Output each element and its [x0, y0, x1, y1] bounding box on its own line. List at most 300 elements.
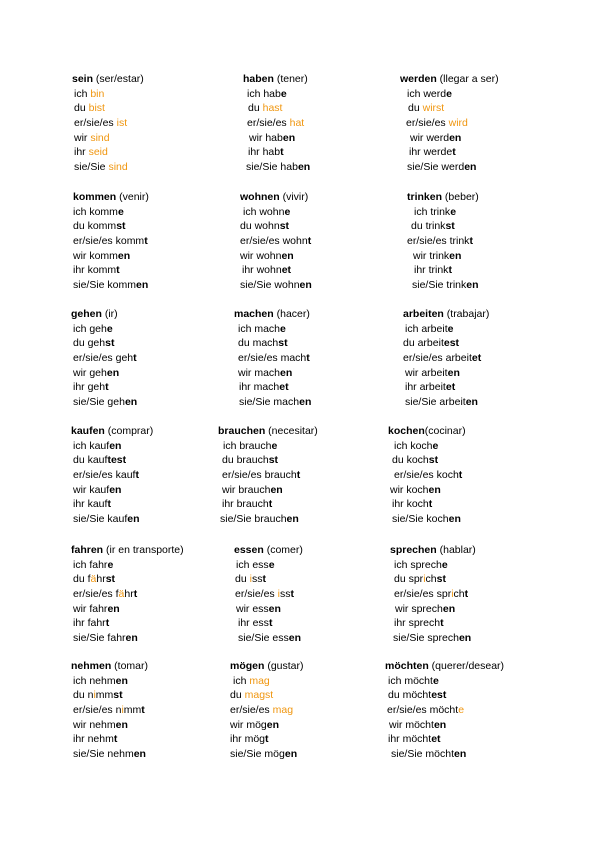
verb-ending: en — [136, 279, 149, 292]
conjugation-text: ich brauch — [223, 439, 272, 452]
conjugation-row — [71, 512, 231, 527]
conjugation-text: wir fahr — [73, 602, 108, 615]
conjugation-text: wir koch — [390, 483, 429, 496]
conjugation-row — [234, 366, 394, 381]
verb-ending: e — [450, 205, 457, 218]
verb-infinitive: nehmen — [71, 660, 112, 672]
conjugation-row — [390, 587, 550, 602]
conjugation-text: ich ess — [236, 558, 269, 571]
conjugation-row — [407, 278, 567, 293]
verb-translation: (tomar) — [111, 660, 149, 672]
conjugation-text: du trink — [411, 220, 446, 233]
verb-translation: (venir) — [116, 191, 149, 203]
conjugation-text: ihr mög — [230, 733, 266, 746]
conjugation-row — [230, 732, 390, 747]
conjugation-row — [218, 512, 378, 527]
conjugation-text: ihr möcht — [388, 733, 432, 746]
conjugation-text: ich — [74, 87, 91, 100]
verb-ending: t — [135, 469, 139, 482]
verb-ending: en — [297, 161, 311, 174]
conjugation-text: sie/Sie geh — [73, 396, 125, 409]
conjugation-row — [71, 453, 231, 468]
irregular-form: bist — [88, 102, 105, 115]
conjugation-row — [390, 558, 550, 573]
verb-ending: en — [286, 513, 299, 526]
verb-title — [71, 543, 231, 558]
verb-title — [385, 659, 545, 674]
conjugation-row — [71, 587, 231, 602]
verb-translation: (beber) — [442, 191, 479, 203]
verb-ending: st — [279, 220, 290, 233]
conjugation-row — [403, 336, 563, 351]
conjugation-row — [234, 336, 394, 351]
conjugation-text: sie/Sie arbeit — [405, 396, 466, 409]
conjugation-row — [234, 602, 394, 617]
conjugation-row — [71, 718, 231, 733]
conjugation-row — [230, 674, 390, 689]
conjugation-text: er/sie/es — [406, 117, 449, 130]
verb-ending: en — [465, 396, 478, 409]
conjugation-row — [400, 131, 560, 146]
conjugation-row — [71, 322, 231, 337]
irregular-form: sind — [90, 131, 110, 144]
conjugation-text: sie/Sie fahr — [73, 632, 126, 645]
conjugation-text: du koch — [392, 454, 429, 467]
verb-title — [230, 659, 390, 674]
verb-translation: (hablar) — [436, 544, 476, 556]
verb-ending: en — [268, 602, 281, 615]
verb-infinitive: trinken — [407, 191, 443, 203]
conjugation-text: ich komm — [73, 205, 118, 218]
verb-ending: t — [113, 733, 118, 746]
conjugation-row — [71, 336, 231, 351]
verb-title — [388, 424, 548, 439]
verb-ending: e — [117, 205, 124, 218]
conjugation-text: sie/Sie komm — [73, 279, 137, 292]
verb-block-kaufen — [71, 424, 231, 527]
conjugation-row — [407, 205, 567, 220]
conjugation-text: sie/Sie — [74, 161, 109, 174]
verb-ending: e — [280, 322, 286, 335]
verb-ending: e — [280, 87, 287, 100]
conjugation-text: ihr — [74, 146, 89, 159]
verb-ending: en — [127, 513, 140, 526]
verb-ending: en — [270, 483, 283, 496]
conjugation-row — [243, 145, 403, 160]
conjugation-text: sie/Sie brauch — [220, 513, 287, 526]
conjugation-row — [73, 263, 233, 278]
conjugation-row — [240, 234, 400, 249]
conjugation-text: mm — [95, 689, 114, 702]
verb-title — [71, 424, 231, 439]
conjugation-row — [234, 322, 394, 337]
conjugation-row — [240, 278, 400, 293]
verb-block-wohnen — [240, 190, 400, 293]
conjugation-text: er/sie/es spr — [394, 588, 452, 601]
conjugation-text: sie/Sie mög — [230, 748, 285, 761]
conjugation-row — [71, 497, 231, 512]
verb-ending: en — [109, 483, 122, 496]
conjugation-row — [234, 558, 394, 573]
conjugation-row — [71, 366, 231, 381]
verb-title — [243, 72, 403, 87]
irregular-form: i — [93, 689, 96, 702]
verb-infinitive: kaufen — [71, 425, 105, 437]
verb-ending: t — [280, 146, 284, 159]
verb-translation: (ser/estar) — [93, 73, 144, 85]
verb-translation: (ir) — [101, 308, 118, 320]
verb-ending: st — [428, 454, 439, 467]
verb-infinitive: sein — [72, 73, 94, 85]
conjugation-text: ihr hab — [248, 146, 281, 159]
verb-ending: st — [116, 220, 126, 233]
conjugation-row — [243, 131, 403, 146]
verb-translation: (gustar) — [264, 660, 304, 672]
conjugation-row — [71, 483, 231, 498]
verb-infinitive: haben — [243, 73, 274, 85]
verb-ending: e — [271, 439, 278, 452]
irregular-form: ä — [118, 588, 125, 601]
verb-ending: st — [436, 573, 446, 586]
verb-ending: e — [441, 558, 448, 571]
verb-ending: et — [471, 352, 482, 365]
conjugation-row — [403, 351, 563, 366]
verb-ending: t — [296, 469, 301, 482]
conjugation-row — [400, 116, 560, 131]
irregular-form: hat — [289, 117, 305, 130]
conjugation-row — [218, 453, 378, 468]
conjugation-text: wir arbeit — [405, 366, 448, 379]
conjugation-text: du — [248, 102, 263, 115]
conjugation-text: ihr werde — [409, 146, 453, 159]
conjugation-row — [218, 468, 378, 483]
verb-ending: en — [448, 513, 461, 526]
verb-ending: e — [432, 439, 439, 452]
conjugation-row — [71, 674, 231, 689]
conjugation-text: wir sprech — [395, 602, 443, 615]
conjugation-row — [388, 453, 548, 468]
conjugation-text: er/sie/es trink — [407, 235, 470, 248]
verb-ending: et — [431, 733, 441, 746]
conjugation-text: ihr komm — [73, 264, 117, 277]
conjugation-text: ich werd — [407, 87, 447, 100]
verb-block-nehmen — [71, 659, 231, 762]
conjugation-row — [407, 249, 567, 264]
conjugation-row — [400, 145, 560, 160]
conjugation-text: du wohn — [240, 220, 280, 233]
verb-ending: t — [268, 498, 273, 511]
verb-ending: t — [144, 235, 148, 248]
irregular-form: ist — [116, 117, 128, 130]
conjugation-row — [72, 87, 232, 102]
verb-infinitive: möchten — [385, 660, 429, 672]
irregular-form: sind — [108, 161, 128, 174]
irregular-form: mag — [272, 704, 294, 717]
verb-block-gehen — [71, 307, 231, 410]
verb-ending: e — [284, 205, 291, 218]
conjugation-text: er/sie/es kauf — [73, 469, 136, 482]
irregular-form: wird — [448, 117, 468, 130]
verb-translation: (vivir) — [279, 191, 309, 203]
conjugation-row — [230, 747, 390, 762]
verb-ending: t — [306, 352, 310, 365]
irregular-form: ä — [90, 573, 97, 586]
verb-infinitive: sprechen — [390, 544, 437, 556]
conjugation-row — [72, 160, 232, 175]
conjugation-text: du brauch — [222, 454, 269, 467]
irregular-form: i — [121, 704, 124, 717]
conjugation-text: ch — [425, 573, 437, 586]
conjugation-row — [73, 249, 233, 264]
verb-block-arbeiten — [403, 307, 563, 410]
verb-ending: t — [469, 235, 473, 248]
irregular-form: seid — [88, 146, 108, 159]
conjugation-text: sie/Sie trink — [412, 279, 467, 292]
conjugation-text: er/sie/es komm — [73, 235, 145, 248]
conjugation-row — [243, 116, 403, 131]
irregular-form: i — [277, 588, 280, 601]
verb-ending: t — [116, 264, 120, 277]
verb-ending: en — [282, 131, 296, 144]
conjugation-text: er/sie/es — [74, 117, 117, 130]
conjugation-text: er/sie/es n — [73, 704, 122, 717]
conjugation-row — [240, 249, 400, 264]
verb-ending: e — [106, 322, 113, 335]
conjugation-row — [71, 616, 231, 631]
conjugation-text: wir mög — [230, 718, 267, 731]
conjugation-row — [73, 205, 233, 220]
conjugation-row — [71, 558, 231, 573]
conjugation-row — [71, 380, 231, 395]
conjugation-row — [71, 747, 231, 762]
conjugation-text: du — [230, 689, 245, 702]
conjugation-text: ich sprech — [394, 558, 442, 571]
conjugation-text: ich mach — [238, 322, 281, 335]
conjugation-row — [234, 572, 394, 587]
conjugation-row — [234, 631, 394, 646]
verb-title — [72, 72, 232, 87]
verb-title — [400, 72, 560, 87]
conjugation-text: ihr koch — [392, 498, 429, 511]
verb-ending: e — [107, 558, 114, 571]
verb-translation: (ir en transporte) — [103, 544, 184, 556]
conjugation-text: er/sie/es möcht — [387, 704, 459, 717]
verb-block-fahren — [71, 543, 231, 646]
verb-infinitive: fahren — [71, 544, 104, 556]
verb-translation: (cocinar) — [424, 425, 466, 437]
conjugation-row — [240, 219, 400, 234]
verb-title — [403, 307, 563, 322]
verb-title — [73, 190, 233, 205]
conjugation-text: wir ess — [236, 602, 269, 615]
conjugation-text: du mach — [238, 337, 279, 350]
verb-translation: (trabajar) — [443, 308, 490, 320]
verb-ending: en — [299, 396, 312, 409]
conjugation-text: wir mach — [238, 366, 281, 379]
verb-infinitive: machen — [234, 308, 274, 320]
conjugation-text: ich arbeit — [405, 322, 448, 335]
conjugation-text: ihr brauch — [222, 498, 269, 511]
conjugation-row — [73, 219, 233, 234]
conjugation-row — [72, 131, 232, 146]
verb-ending: en — [115, 674, 128, 687]
conjugation-text: du arbeit — [403, 337, 444, 350]
conjugation-text: wir möcht — [389, 718, 434, 731]
conjugation-text: du n — [73, 689, 94, 702]
conjugation-text: du f — [73, 573, 91, 586]
verb-ending: e — [447, 322, 454, 335]
conjugation-text: du geh — [73, 337, 106, 350]
conjugation-row — [400, 160, 560, 175]
verb-ending: en — [433, 718, 447, 731]
conjugation-text: ss — [279, 588, 291, 601]
conjugation-text: du kauf — [73, 454, 108, 467]
verb-translation: (tener) — [273, 73, 308, 85]
verb-ending: en — [428, 483, 441, 496]
conjugation-text: ihr wohn — [242, 264, 282, 277]
verb-block-essen — [234, 543, 394, 646]
verb-ending: st — [268, 454, 279, 467]
conjugation-row — [73, 234, 233, 249]
verb-ending: t — [290, 588, 294, 601]
verb-title — [234, 543, 394, 558]
conjugation-row — [243, 160, 403, 175]
conjugation-text: er/sie/es mach — [238, 352, 307, 365]
conjugation-text: ihr geh — [73, 381, 106, 394]
verb-ending: en — [454, 748, 467, 761]
conjugation-text: ich hab — [247, 87, 281, 100]
conjugation-row — [71, 351, 231, 366]
verb-block-machen — [234, 307, 394, 410]
irregular-form: i — [249, 573, 252, 586]
verb-infinitive: werden — [400, 73, 437, 85]
verb-ending: t — [307, 235, 312, 248]
verb-ending: en — [125, 632, 138, 645]
conjugation-text: mm — [123, 704, 142, 717]
verb-block-moegen — [230, 659, 390, 762]
verb-infinitive: wohnen — [240, 191, 280, 203]
conjugation-row — [230, 688, 390, 703]
verb-ending: test — [107, 454, 127, 467]
verb-ending: en — [288, 632, 302, 645]
conjugation-row — [218, 439, 378, 454]
conjugation-row — [218, 483, 378, 498]
verb-ending: t — [133, 588, 138, 601]
conjugation-text: ich kauf — [73, 439, 110, 452]
verb-title — [240, 190, 400, 205]
verb-block-kochen — [388, 424, 548, 527]
conjugation-text: ich trink — [414, 205, 451, 218]
conjugation-row — [230, 718, 390, 733]
conjugation-row — [403, 380, 563, 395]
conjugation-row — [71, 572, 231, 587]
verb-ending: en — [466, 279, 479, 292]
conjugation-row — [390, 602, 550, 617]
conjugation-row — [240, 263, 400, 278]
verb-ending: t — [105, 381, 109, 394]
verb-translation: (comer) — [263, 544, 303, 556]
conjugation-text: ihr ess — [238, 617, 269, 630]
conjugation-row — [234, 395, 394, 410]
verb-infinitive: essen — [234, 544, 264, 556]
verb-ending: en — [299, 279, 312, 292]
conjugation-text: ihr sprech — [394, 617, 441, 630]
verb-ending: e — [446, 87, 452, 100]
verb-ending: est — [431, 689, 447, 702]
conjugation-text: du — [74, 102, 89, 115]
verb-translation: (llegar a ser) — [436, 73, 499, 85]
verb-title — [71, 659, 231, 674]
conjugation-row — [403, 395, 563, 410]
verb-ending: t — [452, 146, 456, 159]
conjugation-row — [71, 439, 231, 454]
conjugation-row — [72, 101, 232, 116]
irregular-form: i — [451, 588, 454, 601]
verb-title — [71, 307, 231, 322]
conjugation-row — [385, 732, 545, 747]
conjugation-text: er/sie/es koch — [394, 469, 459, 482]
verb-ending: t — [464, 588, 469, 601]
verb-infinitive: arbeiten — [403, 308, 444, 320]
verb-translation: (comprar) — [104, 425, 154, 437]
irregular-form: i — [423, 573, 426, 586]
conjugation-row — [385, 718, 545, 733]
verb-ending: t — [428, 498, 433, 511]
verb-title — [234, 307, 394, 322]
verb-translation: (necesitar) — [265, 425, 318, 437]
verb-ending: en — [117, 249, 131, 262]
conjugation-row — [72, 116, 232, 131]
conjugation-row — [71, 732, 231, 747]
verb-ending: t — [262, 573, 266, 586]
conjugation-text: sie/Sie koch — [392, 513, 449, 526]
conjugation-row — [403, 366, 563, 381]
conjugation-row — [71, 631, 231, 646]
verb-block-brauchen — [218, 424, 378, 527]
verb-ending: en — [266, 718, 280, 731]
conjugation-text: wir kauf — [73, 483, 110, 496]
conjugation-text: ich — [233, 674, 250, 687]
conjugation-text: du — [408, 102, 423, 115]
irregular-form: magst — [244, 689, 274, 702]
conjugation-row — [72, 145, 232, 160]
verb-ending: en — [449, 249, 462, 262]
verb-ending: en — [464, 161, 477, 174]
verb-ending: st — [445, 220, 455, 233]
conjugation-row — [407, 234, 567, 249]
conjugation-row — [388, 483, 548, 498]
conjugation-row — [234, 616, 394, 631]
conjugation-row — [71, 688, 231, 703]
conjugation-text: wir komm — [73, 249, 118, 262]
verb-translation: (hacer) — [273, 308, 310, 320]
conjugation-text: ihr nehm — [73, 733, 114, 746]
conjugation-row — [388, 512, 548, 527]
verb-ending: en — [458, 632, 472, 645]
conjugation-row — [400, 87, 560, 102]
conjugation-text: ihr arbeit — [405, 381, 446, 394]
conjugation-text: sie/Sie ess — [238, 632, 289, 645]
verb-ending: t — [141, 704, 145, 717]
conjugation-text: hr — [96, 573, 106, 586]
verb-ending: t — [265, 733, 269, 746]
verb-ending: en — [281, 249, 294, 262]
conjugation-text: ihr fahr — [73, 617, 106, 630]
conjugation-row — [385, 747, 545, 762]
conjugation-row — [390, 616, 550, 631]
conjugation-text: ihr mach — [239, 381, 280, 394]
irregular-form: bin — [90, 87, 105, 100]
